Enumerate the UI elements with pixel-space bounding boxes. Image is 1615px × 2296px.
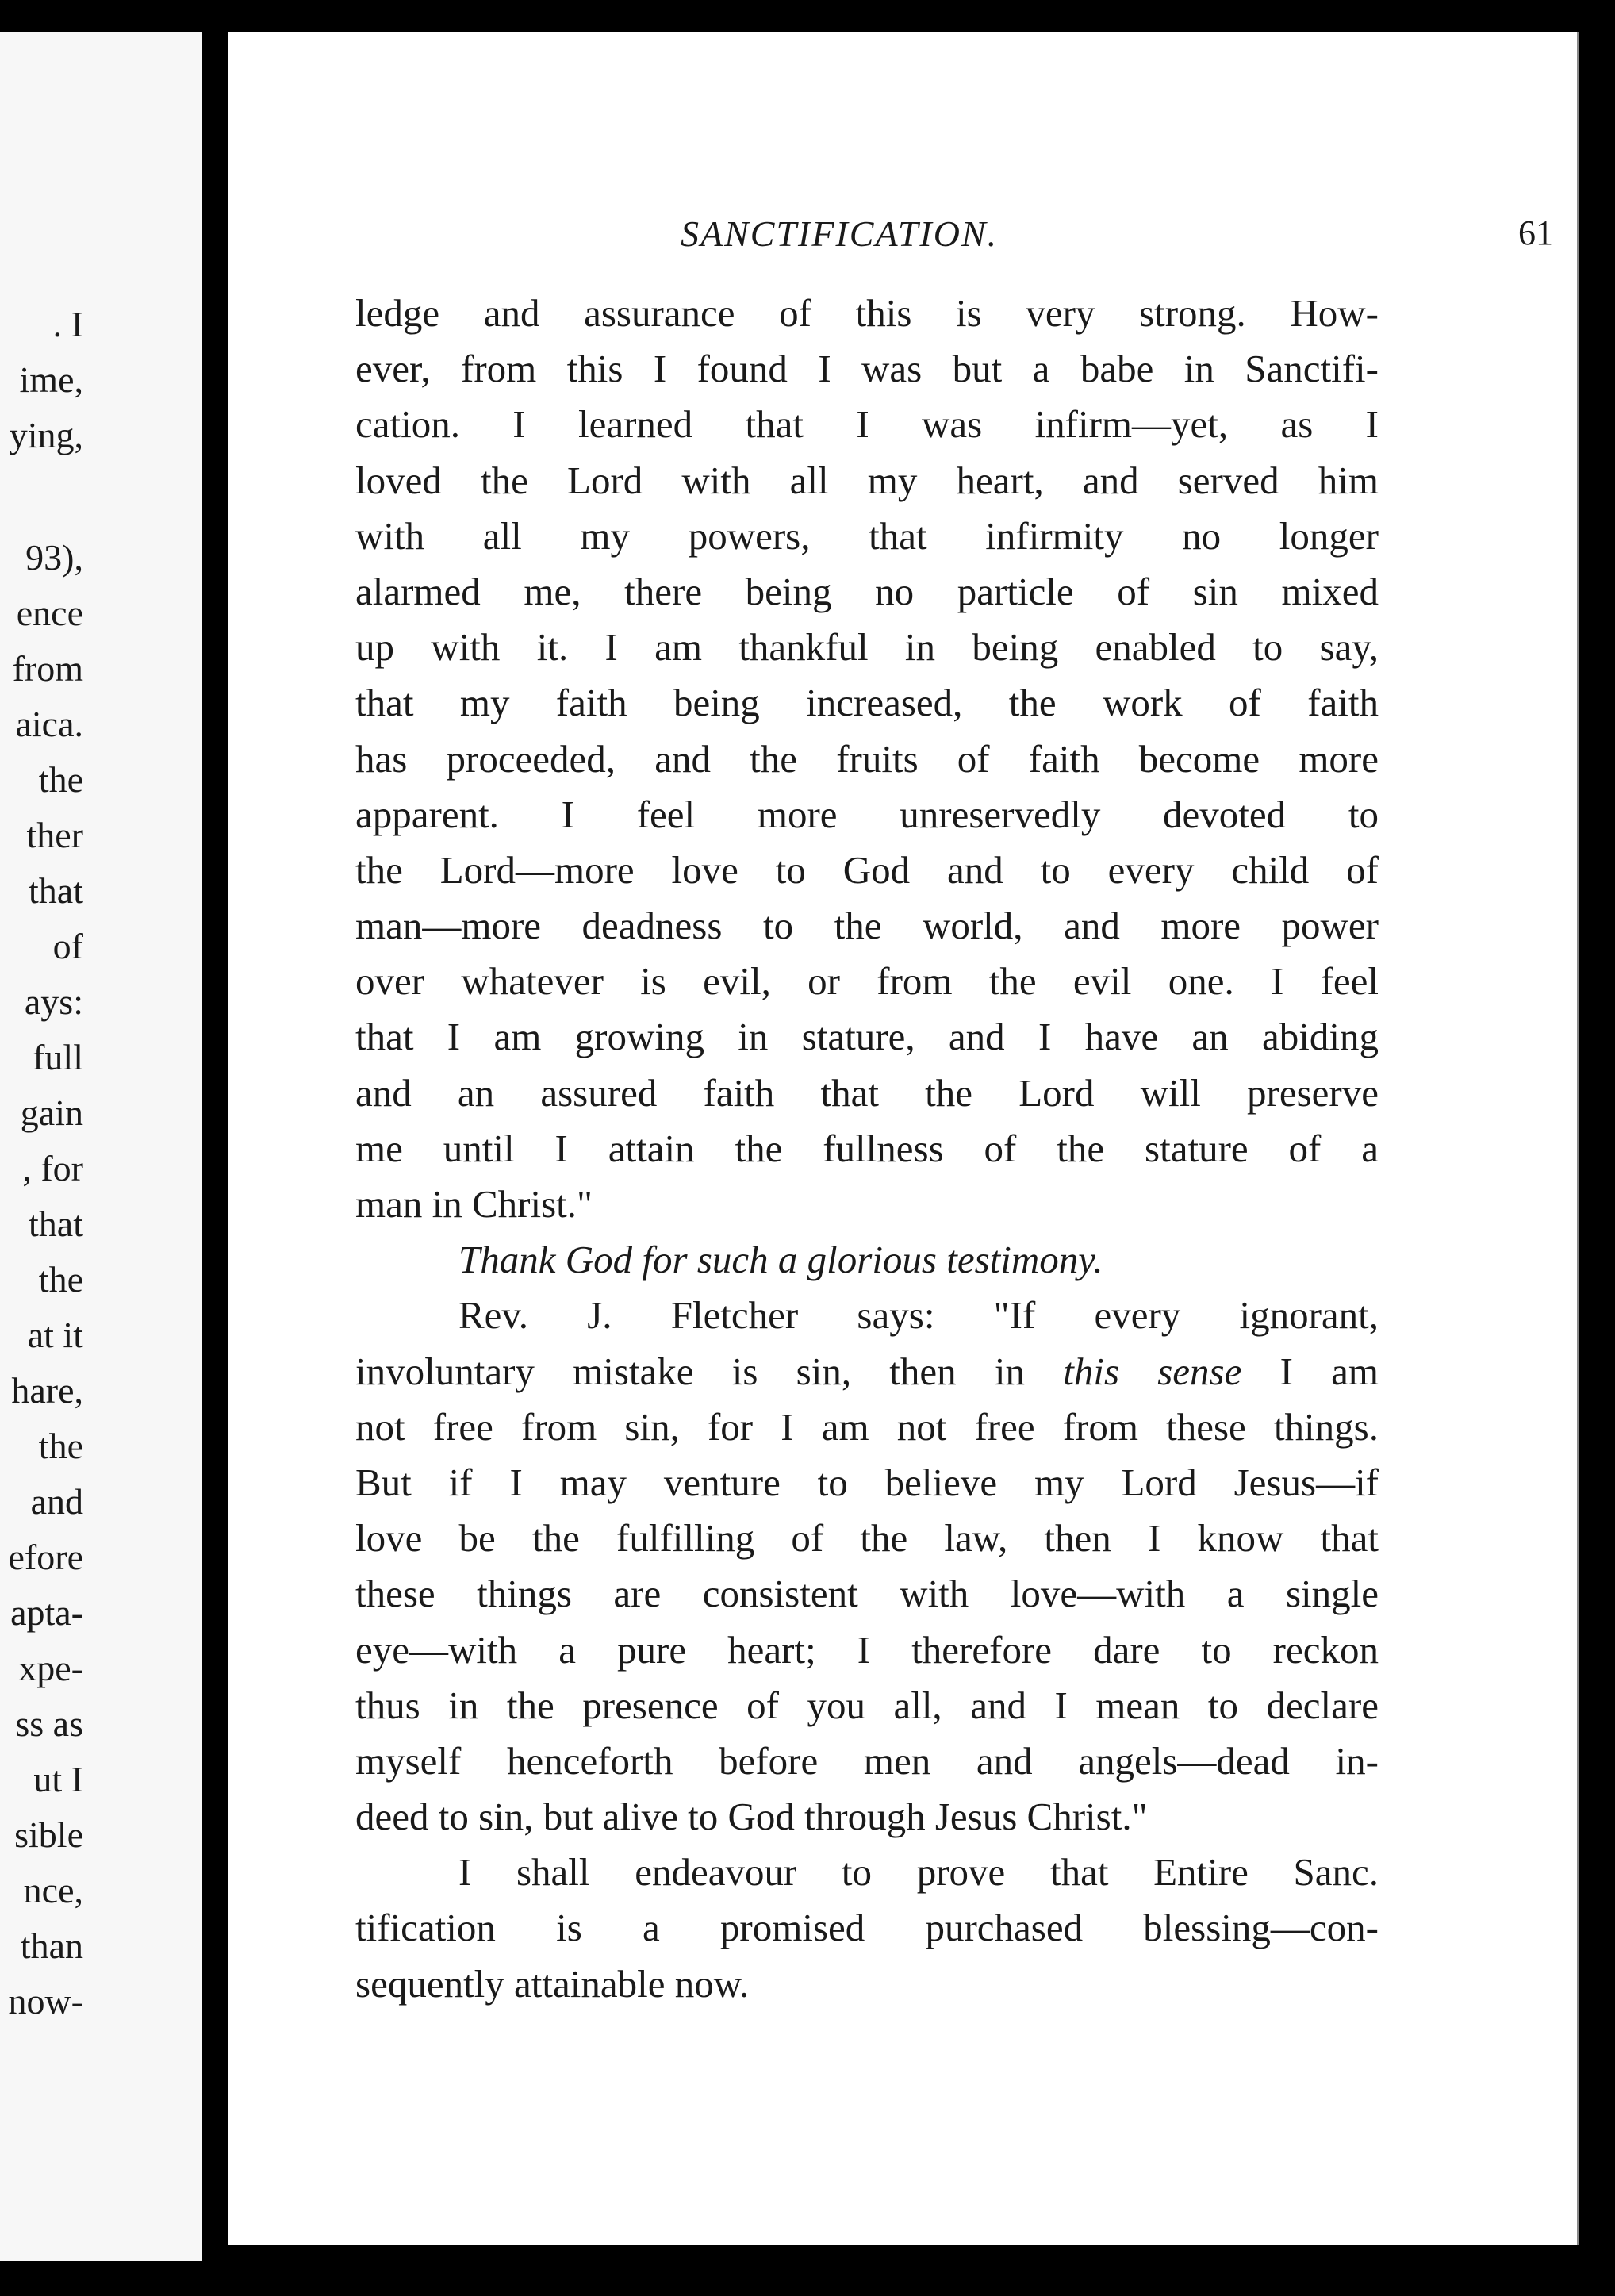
left-fragment: than — [20, 1925, 83, 1966]
text-line: eye—with a pure heart; I therefore dare to reckon — [355, 1627, 1379, 1672]
text-line-mixed — [355, 1344, 1379, 1399]
left-fragment: efore — [8, 1537, 83, 1577]
text-line: apparent. I feel more unreservedly devoted to — [355, 792, 1379, 836]
italic-phrase: this sense — [1063, 1349, 1242, 1393]
text-line: up with it. I am thankful in being enabled to say, — [355, 625, 1379, 670]
left-fragment: and — [30, 1481, 83, 1522]
left-fragment: 93), — [25, 537, 83, 578]
text-line: that my faith being increased, the work of faith — [355, 681, 1379, 725]
left-fragment: apta- — [10, 1592, 83, 1633]
left-fragment: from — [12, 648, 83, 689]
text-run: I am — [1279, 1349, 1379, 1393]
text-line: man in Christ." — [355, 1182, 593, 1226]
facing-page-fragment — [0, 32, 202, 2261]
text-line: Rev. J. Fletcher says: "If every ignorant, — [458, 1293, 1379, 1338]
left-fragment: , for — [22, 1148, 83, 1188]
text-line: tification is a promised purchased blessing—con- — [355, 1906, 1379, 1950]
page-header — [228, 213, 1577, 268]
left-fragment: sible — [14, 1814, 83, 1855]
left-fragment: that — [29, 1204, 83, 1244]
text-line: sequently attainable now. — [355, 1961, 750, 2006]
left-fragment: of — [52, 926, 83, 966]
text-line: with all my powers, that infirmity no longer — [355, 513, 1379, 558]
text-line: that I am growing in stature, and I have an abiding — [355, 1015, 1379, 1059]
left-fragment: the — [38, 1259, 83, 1300]
body-text — [355, 286, 1379, 2012]
text-run: involuntary mistake is sin, then in — [355, 1349, 1025, 1393]
text-line: not free from sin, for I am not free from these things. — [355, 1404, 1379, 1449]
text-line: me until I attain the fullness of the stature of a — [355, 1126, 1379, 1170]
text-line: But if I may venture to believe my Lord Jesus—if — [355, 1460, 1379, 1504]
left-fragment: the — [38, 1426, 83, 1466]
left-fragment: xpe- — [18, 1648, 83, 1688]
italic-testimony-line: Thank God for such a glorious testimony. — [458, 1238, 1103, 1282]
book-page — [228, 32, 1579, 2245]
text-line: the Lord—more love to God and to every child of — [355, 847, 1379, 892]
page-number: 61 — [1518, 213, 1553, 252]
left-fragment: the — [38, 759, 83, 800]
text-line: these things are consistent with love—with a single — [355, 1572, 1379, 1616]
text-line: love be the fulfilling of the law, then I know that — [355, 1516, 1379, 1561]
text-line: deed to sin, but alive to God through Jesus Christ." — [355, 1795, 1148, 1839]
text-line: I shall endeavour to prove that Entire Sanc. — [458, 1850, 1379, 1895]
left-fragment: that — [29, 870, 83, 911]
text-line: thus in the presence of you all, and I mean to declare — [355, 1683, 1379, 1727]
left-fragment: ying, — [9, 415, 83, 455]
left-fragment: nce, — [23, 1870, 83, 1910]
left-fragment: full — [33, 1037, 83, 1077]
book-gutter — [202, 32, 228, 2261]
left-fragment: . I — [52, 304, 83, 344]
left-fragment: ime, — [19, 359, 83, 400]
text-line: loved the Lord with all my heart, and served him — [355, 458, 1379, 502]
left-fragment: ays: — [24, 981, 83, 1022]
text-line: myself henceforth before men and angels—dead in- — [355, 1738, 1379, 1783]
left-fragment: aica. — [15, 704, 83, 744]
text-line: ledge and assurance of this is very strong. How- — [355, 291, 1379, 335]
text-line: over whatever is evil, or from the evil one. I feel — [355, 959, 1379, 1004]
text-line: cation. I learned that I was infirm—yet, as I — [355, 402, 1379, 447]
text-line: man—more deadness to the world, and more power — [355, 904, 1379, 948]
left-fragment: ut I — [33, 1759, 83, 1799]
left-fragment: ther — [26, 815, 83, 855]
left-fragment: at it — [27, 1315, 83, 1355]
left-fragment: gain — [20, 1092, 83, 1133]
left-fragment: now- — [8, 1981, 83, 2021]
left-fragment: ss as — [15, 1703, 83, 1744]
text-line: has proceeded, and the fruits of faith become more — [355, 736, 1379, 781]
running-title: SANCTIFICATION. — [681, 213, 999, 254]
text-line: alarmed me, there being no particle of sin mixed — [355, 569, 1379, 613]
left-fragment: hare, — [11, 1370, 83, 1411]
text-line: ever, from this I found I was but a babe in Sanctifi- — [355, 347, 1379, 391]
left-fragment: ence — [16, 593, 83, 633]
text-line: and an assured faith that the Lord will preserve — [355, 1070, 1379, 1115]
